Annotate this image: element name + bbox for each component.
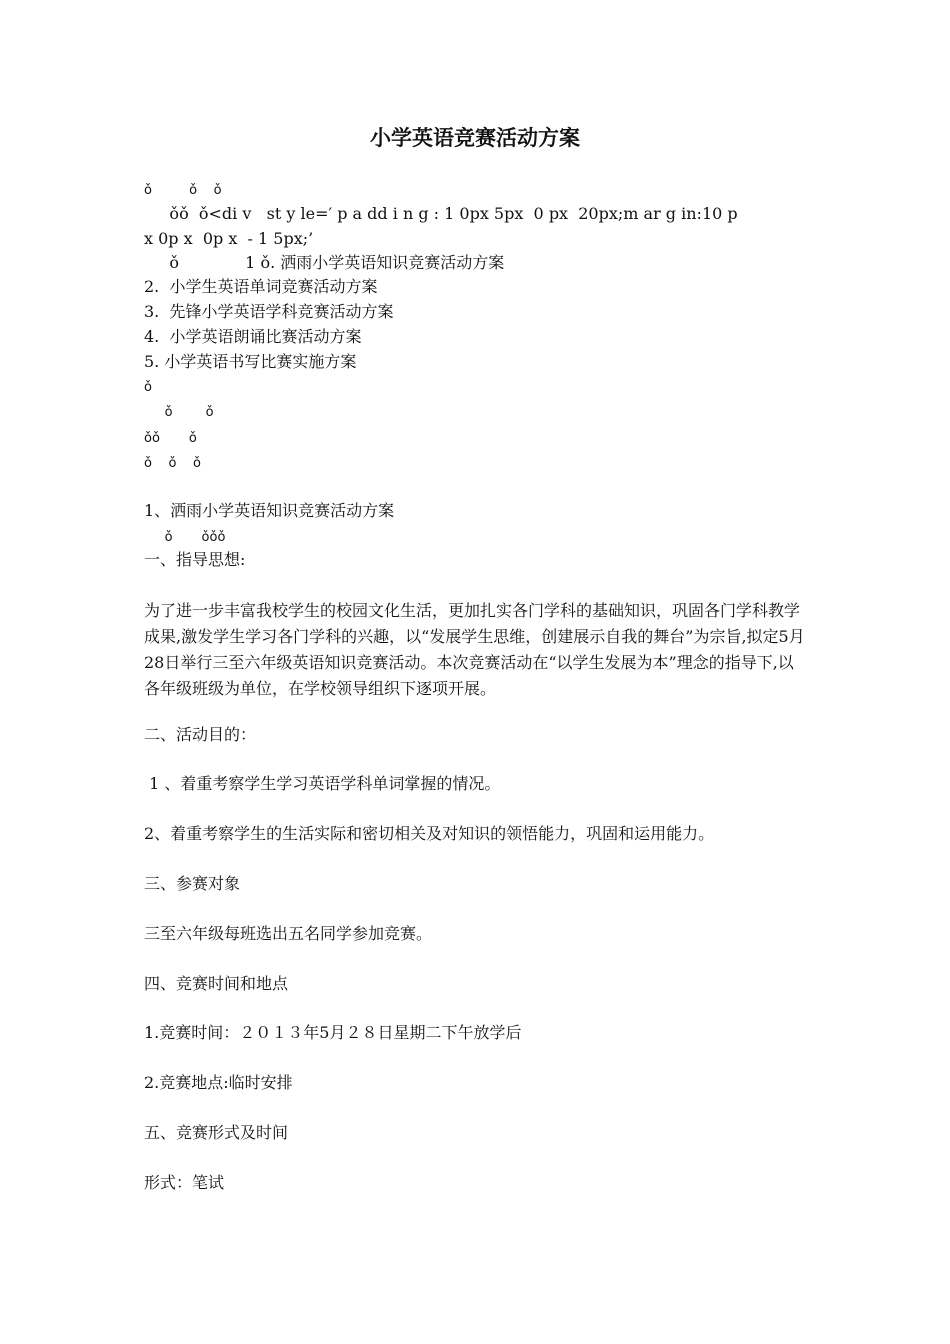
- garbled-style-line: ǒǒ ǒ<di v st y le=′ p a dd i n g : 1 0px 5px 0 px 20px;m ar g in:10 p: [144, 204, 738, 223]
- guide-heading: 一、指导思想:: [144, 550, 246, 569]
- participants-text: 三至六年级每班选出五名同学参加竞赛。: [144, 924, 433, 943]
- garbled-style-line-cont: x 0p x 0p x - 1 5px;’: [144, 229, 314, 248]
- format-heading: 五、竞赛形式及时间: [144, 1123, 289, 1142]
- time-text: 1.竞赛时间：２０１３年5月２８日星期二下午放学后: [144, 1023, 522, 1042]
- format-text: 形式：笔试: [144, 1173, 225, 1192]
- toc-item-3: 3. 先锋小学英语学科竞赛活动方案: [144, 302, 394, 321]
- place-text: 2.竞赛地点:临时安排: [144, 1073, 293, 1092]
- garbled-line: ǒ: [144, 380, 152, 395]
- garbled-line: ǒ ǒ ǒ: [144, 183, 222, 198]
- toc-item-5: 5. 小学英语书写比赛实施方案: [144, 352, 357, 371]
- toc-item-2: 2. 小学生英语单词竞赛活动方案: [144, 277, 378, 296]
- garbled-line: ǒ ǒ ǒ: [144, 456, 201, 471]
- section-heading: 1、洒雨小学英语知识竞赛活动方案: [144, 501, 395, 520]
- participants-heading: 三、参赛对象: [144, 874, 241, 893]
- purpose-heading: 二、活动目的：: [144, 725, 257, 744]
- document-title: 小学英语竞赛活动方案: [370, 126, 580, 150]
- purpose-item-1: 1 、着重考察学生学习英语学科单词掌握的情况。: [144, 774, 501, 793]
- garbled-line: ǒ ǒ: [144, 405, 214, 420]
- toc-item-1: ǒ 1 ǒ. 洒雨小学英语知识竞赛活动方案: [144, 253, 505, 272]
- garbled-line: ǒǒ ǒ: [144, 431, 197, 446]
- garbled-line: ǒ ǒǒǒ: [144, 530, 226, 545]
- time-place-heading: 四、竞赛时间和地点: [144, 974, 289, 993]
- guide-paragraph: 为了进一步丰富我校学生的校园文化生活，更加扎实各门学科的基础知识，巩固各门学科教学成果,激发学生学习各门学科的兴趣，以“发展学生思维，创建展示自我的舞台”为宗旨,拟定5月28日举行三至六年级英语知识竞赛活动。本次竞赛活动在“以学生发展为本”理念的指导下,以各年级班级为单位，在学校领导组织下逐项开展。: [144, 601, 805, 698]
- toc-item-4: 4. 小学英语朗诵比赛活动方案: [144, 327, 362, 346]
- purpose-item-2: 2、着重考察学生的生活实际和密切相关及对知识的领悟能力，巩固和运用能力。: [144, 824, 715, 843]
